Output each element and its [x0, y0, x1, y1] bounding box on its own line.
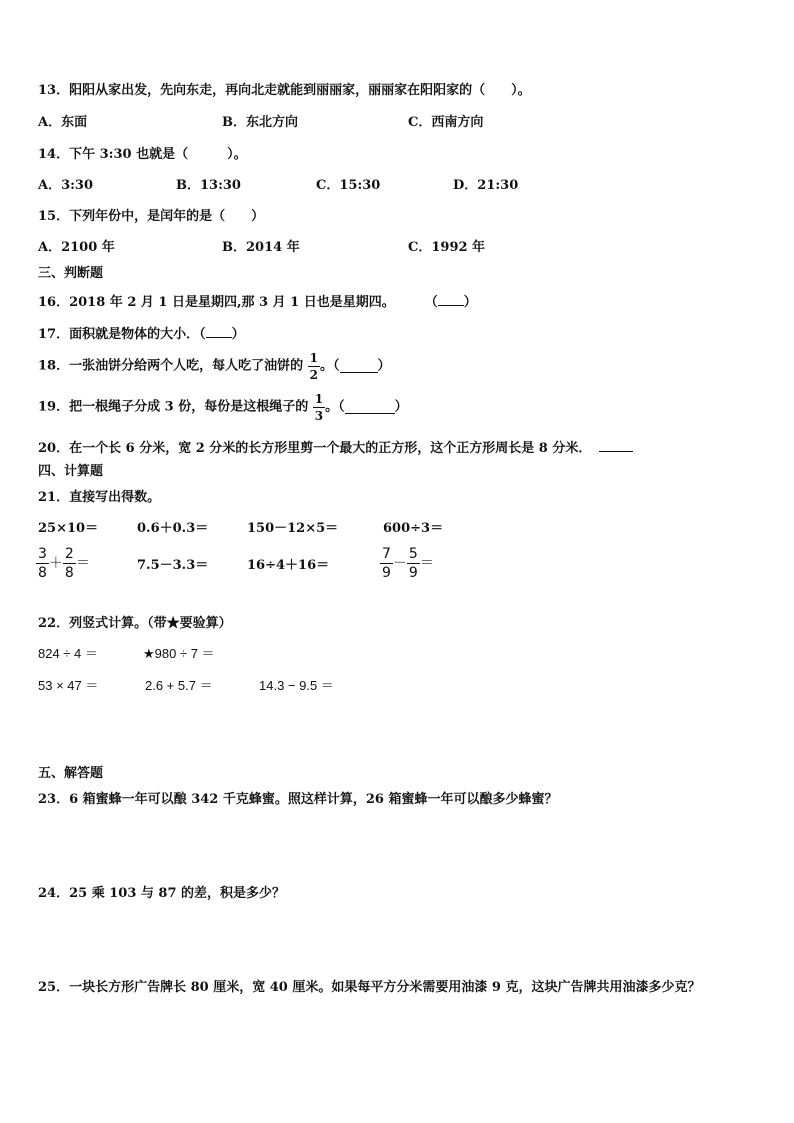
q21-frac-d: [407, 547, 420, 580]
q13-option-a: A．东面: [38, 115, 88, 130]
q16-text: 16．2018 年 2 月 1 日是星期四,那 3 月 1 日也是星期四。: [38, 295, 395, 310]
q21-eq-2: ＝: [419, 555, 434, 572]
q18-fraction: [308, 352, 320, 381]
q13-option-c: C．西南方向: [408, 115, 484, 130]
q21-frac-d-den: 9: [408, 565, 418, 581]
q21-frac-d-num: 5: [408, 546, 418, 562]
q14-option-d: D．21:30: [453, 178, 519, 193]
q21-frac-b-den: 8: [64, 565, 74, 581]
q19-text: 19．把一根绳子分成 3 份，每份是这根绳子的: [38, 399, 309, 415]
q24: 24．25 乘 103 与 87 的差，积是多少？: [38, 886, 286, 901]
q17-text: 17．面积就是物体的大小．（: [38, 327, 206, 342]
q25: 25．一块长方形广告牌长 80 厘米，宽 40 厘米。如果每平方分米需要用油漆 9 克，这块广告牌共用油漆多少克？: [38, 980, 701, 995]
q22-item-4: 2.6 + 5.7 ＝: [145, 678, 213, 693]
q17-answer-blank[interactable]: [206, 325, 232, 338]
q19-paren-close: ）: [394, 399, 408, 415]
q21-stem: 21．直接写出得数。: [38, 490, 161, 505]
q21-item-8: [380, 547, 434, 580]
q21-op-minus: －: [392, 555, 407, 572]
q21-item-7: 16÷4＋16＝: [247, 558, 330, 573]
q18-tail: 。（: [319, 358, 340, 374]
q16-paren-close: ）: [463, 295, 477, 310]
q22-item-5: 14.3 − 9.5 ＝: [259, 678, 334, 693]
q18-text: 18．一张油饼分给两个人吃，每人吃了油饼的: [38, 358, 304, 374]
q16: [38, 293, 477, 309]
q22-item-1: 824 ÷ 4 ＝: [38, 646, 98, 661]
q13-stem: 13．阳阳从家出发，先向东走，再向北走就能到丽丽家，丽丽家在阳阳家的（ ）。: [38, 83, 531, 98]
q14-option-b: B．13:30: [176, 178, 241, 193]
q21-item-3: 150－12×5＝: [247, 521, 339, 536]
q17: [38, 325, 245, 341]
q21-item-4: 600÷3＝: [383, 521, 444, 536]
section-5-heading: 五、解答题: [38, 766, 104, 781]
q20: [38, 439, 633, 455]
q18: [38, 352, 391, 381]
q18-frac-denominator: 2: [309, 368, 318, 382]
q23: 23．6 箱蜜蜂一年可以酿 342 千克蜂蜜。照这样计算，26 箱蜜蜂一年可以酿多少蜂蜜？: [38, 792, 558, 807]
q21-item-5: [36, 547, 90, 580]
q21-frac-c-num: 7: [382, 546, 391, 562]
q18-paren-close: ）: [377, 358, 391, 374]
q16-paren-open: （: [424, 295, 438, 310]
q17-paren-close: ）: [231, 327, 245, 342]
q21-frac-a: [36, 547, 49, 580]
q16-answer-blank[interactable]: [438, 293, 464, 306]
q19: [38, 393, 408, 422]
q21-eq-1: ＝: [75, 555, 90, 572]
q19-fraction: [313, 393, 325, 422]
q21-frac-c-den: 9: [382, 565, 391, 581]
q19-frac-denominator: 3: [314, 409, 324, 423]
q21-frac-a-den: 8: [38, 565, 47, 581]
section-4-heading: 四、计算题: [38, 464, 104, 479]
q15-option-c: C．1992 年: [408, 240, 486, 255]
q21-item-1: 25×10＝: [38, 521, 99, 536]
q20-text: 20．在一个长 6 分米，宽 2 分米的长方形里剪一个最大的正方形，这个正方形周长是 8 分米．: [38, 441, 592, 456]
q21-frac-a-num: 3: [38, 546, 47, 562]
q18-frac-numerator: 1: [309, 351, 318, 365]
q15-stem: 15．下列年份中，是闰年的是（ ）: [38, 209, 265, 224]
q19-tail: 。（: [325, 399, 345, 415]
q21-frac-c: [380, 547, 393, 580]
section-3-heading: 三、判断题: [38, 266, 104, 281]
q15-option-a: A．2100 年: [38, 240, 115, 255]
q13-option-b: B．东北方向: [222, 115, 298, 130]
q21-frac-b: [63, 547, 76, 580]
q21-item-6: 7.5－3.3＝: [137, 558, 209, 573]
q14-option-c: C．15:30: [316, 178, 381, 193]
q21-frac-b-num: 2: [64, 546, 74, 562]
q14-option-a: A．3:30: [38, 178, 94, 193]
q19-frac-numerator: 1: [314, 392, 324, 406]
q15-option-b: B．2014 年: [222, 240, 300, 255]
q21-op-plus: ＋: [48, 555, 63, 572]
q22-item-2: ★980 ÷ 7 ＝: [143, 646, 215, 661]
q22-item-3: 53 × 47 ＝: [38, 678, 99, 693]
q22-stem: 22．列竖式计算。（带★要验算）: [38, 616, 232, 631]
q21-item-2: 0.6＋0.3＝: [137, 521, 209, 536]
q18-answer-blank[interactable]: [340, 360, 378, 373]
q14-stem: 14．下午 3:30 也就是（ ）。: [38, 147, 247, 162]
q19-answer-blank[interactable]: [345, 401, 395, 414]
q20-answer-blank[interactable]: [599, 439, 633, 452]
